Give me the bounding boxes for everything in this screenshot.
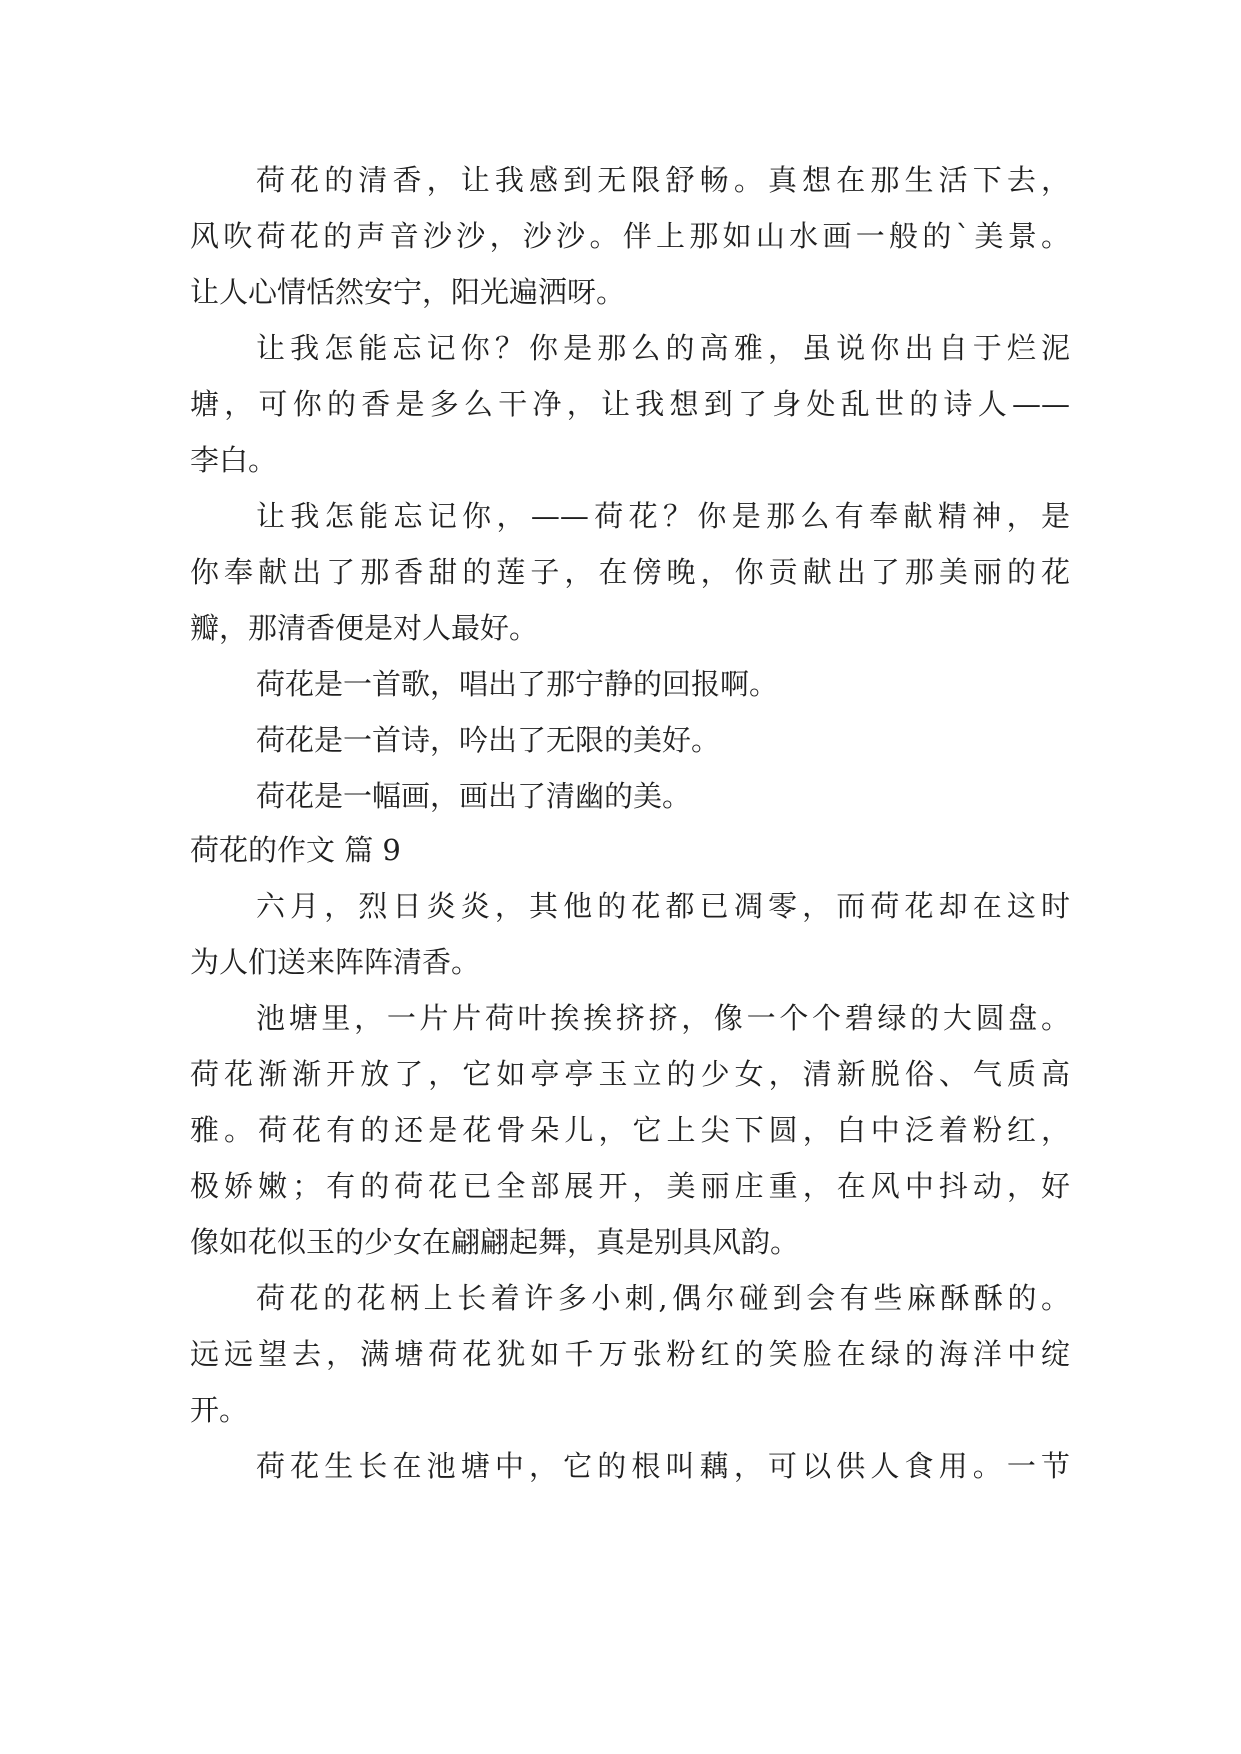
text-line: 荷花的花柄上长着许多小刺,偶尔碰到会有些麻酥酥的。 bbox=[256, 1281, 1070, 1315]
text-line: 荷花是一首诗，吟出了无限的美好。 bbox=[256, 723, 721, 757]
text-line: 雅。荷花有的还是花骨朵儿，它上尖下圆，白中泛着粉红， bbox=[190, 1113, 1070, 1147]
text-line: 让人心情恬然安宁，阳光遍洒呀。 bbox=[190, 275, 626, 309]
text-line: 为人们送来阵阵清香。 bbox=[190, 945, 481, 979]
text-line: 瓣，那清香便是对人最好。 bbox=[190, 611, 539, 645]
text-line: 荷花是一幅画，画出了清幽的美。 bbox=[256, 779, 692, 813]
text-line: 风吹荷花的声音沙沙，沙沙。伴上那如山水画一般的`美景。 bbox=[190, 219, 1070, 253]
text-line: 远远望去，满塘荷花犹如千万张粉红的笑脸在绿的海洋中绽 bbox=[190, 1337, 1070, 1371]
text-line: 开。 bbox=[190, 1393, 249, 1427]
section-heading: 荷花的作文 篇 9 bbox=[190, 833, 401, 867]
text-line: 像如花似玉的少女在翩翩起舞，真是别具风韵。 bbox=[190, 1225, 800, 1259]
text-line: 让我怎能忘记你？你是那么的高雅，虽说你出自于烂泥 bbox=[256, 331, 1070, 365]
text-line: 荷花的清香，让我感到无限舒畅。真想在那生活下去， bbox=[256, 163, 1070, 197]
text-line: 荷花生长在池塘中，它的根叫藕，可以供人食用。一节 bbox=[256, 1449, 1070, 1483]
text-line: 让我怎能忘记你，——荷花？你是那么有奉献精神，是 bbox=[256, 499, 1070, 533]
text-line: 你奉献出了那香甜的莲子，在傍晚，你贡献出了那美丽的花 bbox=[190, 555, 1070, 589]
text-line: 极娇嫩；有的荷花已全部展开，美丽庄重，在风中抖动，好 bbox=[190, 1169, 1070, 1203]
text-line: 池塘里，一片片荷叶挨挨挤挤，像一个个碧绿的大圆盘。 bbox=[256, 1001, 1070, 1035]
text-line: 塘，可你的香是多么干净，让我想到了身处乱世的诗人—— bbox=[190, 387, 1070, 421]
text-line: 李白。 bbox=[190, 443, 278, 477]
text-line: 荷花渐渐开放了，它如亭亭玉立的少女，清新脱俗、气质高 bbox=[190, 1057, 1070, 1091]
text-line: 六月，烈日炎炎，其他的花都已凋零，而荷花却在这时 bbox=[256, 889, 1070, 923]
text-line: 荷花是一首歌，唱出了那宁静的回报啊。 bbox=[256, 667, 779, 701]
